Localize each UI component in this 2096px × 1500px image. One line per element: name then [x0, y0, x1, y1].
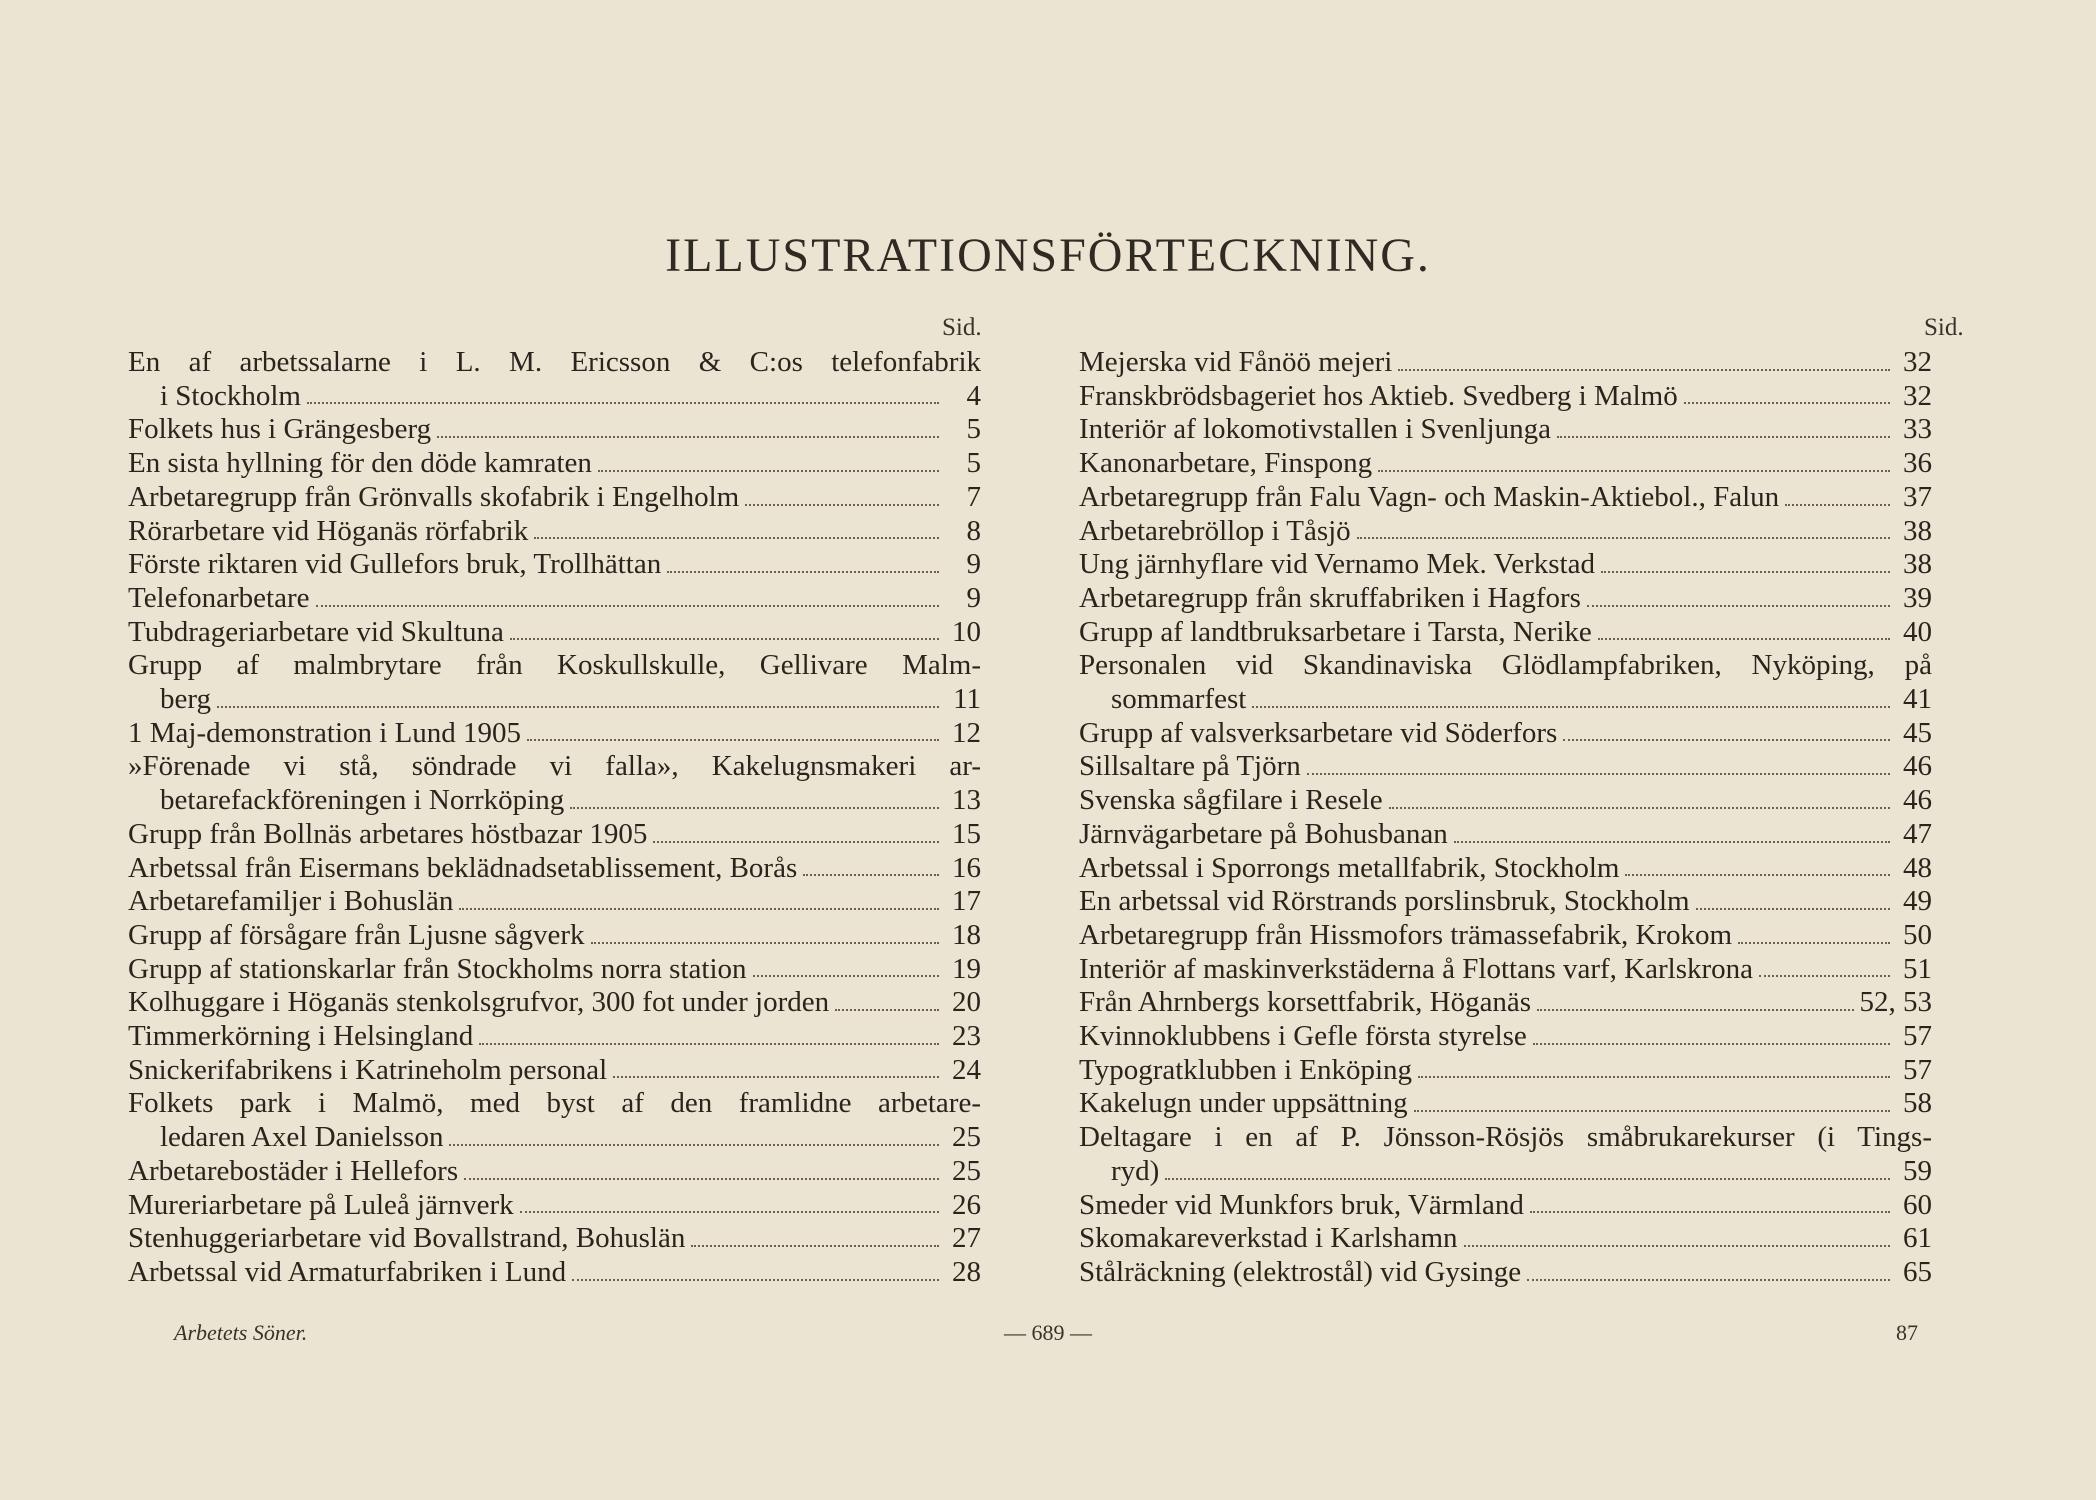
entry-page-number: 57: [1903, 1053, 1932, 1086]
toc-entry: [128, 986, 981, 1020]
entry-title: Folkets park i Malmö, med byst af den framlidne arbetare-: [128, 1087, 981, 1120]
dot-leader: [1759, 975, 1890, 977]
toc-entry: [1079, 548, 1932, 582]
entry-title: Ung järnhyflare vid Vernamo Mek. Verkstad: [1079, 548, 1595, 581]
entry-title: Arbetaregrupp från skruffabriken i Hagfors: [1079, 581, 1581, 614]
entry-title: Smeder vid Munkfors bruk, Värmland: [1079, 1188, 1524, 1221]
toc-entry: [1079, 852, 1932, 886]
left-column: [128, 346, 981, 1290]
entry-title: Personalen vid Skandinaviska Glödlampfabriken, Nyköping, på: [1079, 649, 1932, 682]
entry-title: Grupp af försågare från Ljusne sågverk: [128, 918, 585, 951]
entry-page-number: 40: [1903, 615, 1932, 648]
entry-title: Förste riktaren vid Gullefors bruk, Trollhättan: [128, 548, 662, 581]
entry-page-number: 10: [952, 615, 981, 648]
entry-page-number: 17: [952, 885, 981, 918]
footer-page-number: — 689 —: [1004, 1320, 1092, 1345]
entry-title: Interiör af maskinverkstäderna å Flottans varf, Karlskrona: [1079, 952, 1754, 985]
entry-page-number: 65: [1903, 1255, 1932, 1288]
entry-title: En arbetssal vid Rörstrands porslinsbruk, Stockholm: [1079, 885, 1690, 918]
toc-entry: [1079, 1020, 1932, 1054]
entry-title: betarefackföreningen i Norrköping: [160, 784, 565, 817]
toc-entry: [1079, 481, 1932, 515]
toc-entry: [1079, 784, 1932, 818]
entry-title: Interiör af lokomotivstallen i Svenljunga: [1079, 413, 1551, 446]
toc-entry: [128, 481, 981, 515]
footer-book-title: Arbetets Söner.: [174, 1320, 308, 1345]
dot-leader: [527, 739, 939, 741]
entry-page-number: 25: [952, 1121, 981, 1154]
entry-title: Arbetssal i Sporrongs metallfabrik, Stockholm: [1079, 851, 1620, 884]
entry-title: Rörarbetare vid Höganäs rörfabrik: [128, 514, 529, 547]
entry-title: Arbetaregrupp från Hissmofors trämassefabrik, Krokom: [1079, 918, 1733, 951]
entry-title: »Förenade vi stå, söndrade vi falla», Kakelugnsmakeri ar-: [128, 750, 981, 783]
toc-entry: [128, 1020, 981, 1054]
dot-leader: [1252, 706, 1890, 708]
entry-title: En af arbetssalarne i L. M. Ericsson & C:os telefonfabrik: [128, 346, 981, 378]
entry-title: Grupp af landtbruksarbetare i Tarsta, Nerike: [1079, 615, 1592, 648]
entry-page-number: 46: [1903, 784, 1932, 817]
entry-title: Arbetaregrupp från Falu Vagn- och Maskin-Aktiebol., Falun: [1079, 480, 1780, 513]
entry-title: Arbetssal vid Armaturfabriken i Lund: [128, 1255, 567, 1288]
entry-title: Skomakareverkstad i Karlshamn: [1079, 1222, 1458, 1255]
entry-page-number: 39: [1903, 581, 1932, 614]
entry-title: Kanonarbetare, Finspong: [1079, 447, 1373, 480]
entry-page-number: 9: [966, 548, 981, 581]
toc-entry: [128, 717, 981, 751]
entry-page-number: 19: [952, 952, 981, 985]
entry-page-number: 52, 53: [1859, 986, 1932, 1019]
dot-leader: [1684, 402, 1890, 404]
dot-leader: [745, 504, 939, 506]
toc-entry: [1079, 986, 1932, 1020]
entry-title: Stålräckning (elektrostål) vid Gysinge: [1079, 1255, 1522, 1288]
dot-leader: [1557, 436, 1890, 438]
entry-page-number: 37: [1903, 480, 1932, 513]
dot-leader: [653, 841, 939, 843]
dot-leader: [510, 638, 939, 640]
toc-entry: [1079, 1256, 1932, 1290]
toc-entry: [128, 683, 981, 717]
entry-page-number: 41: [1903, 683, 1932, 716]
dot-leader: [1563, 739, 1890, 741]
entry-title: Mureriarbetare på Luleå järnverk: [128, 1188, 514, 1221]
dot-leader: [803, 874, 939, 876]
toc-entry: [128, 582, 981, 616]
dot-leader: [459, 908, 939, 910]
dot-leader: [464, 1178, 939, 1180]
dot-leader: [1533, 1043, 1890, 1045]
entry-title: Folkets hus i Grängesberg: [128, 413, 432, 446]
toc-entry: [128, 885, 981, 919]
toc-entry: [128, 953, 981, 987]
toc-entry: [1079, 1222, 1932, 1256]
dot-leader: [1357, 537, 1890, 539]
entry-title: Järnvägarbetare på Bohusbanan: [1079, 817, 1448, 850]
toc-entry: [1079, 1121, 1932, 1155]
toc-entry: [1079, 1054, 1932, 1088]
entry-page-number: 11: [953, 683, 981, 716]
toc-entry: [128, 1155, 981, 1189]
entry-title: Tubdrageriarbetare vid Skultuna: [128, 615, 504, 648]
entry-page-number: 32: [1903, 379, 1932, 412]
left-sid-header: Sid.: [942, 314, 982, 341]
dot-leader: [1165, 1178, 1890, 1180]
entry-title: En sista hyllning för den döde kamraten: [128, 447, 592, 480]
toc-entry: [1079, 818, 1932, 852]
dot-leader: [572, 1279, 939, 1281]
toc-entry: [128, 1054, 981, 1088]
entry-title: Stenhuggeriarbetare vid Bovallstrand, Bohuslän: [128, 1222, 686, 1255]
entry-title: Arbetssal från Eisermans beklädnadsetablissement, Borås: [128, 851, 798, 884]
entry-title: Grupp af malmbrytare från Koskullskulle, Gellivare Malm-: [128, 649, 981, 682]
toc-entry: [128, 616, 981, 650]
dot-leader: [316, 605, 939, 607]
entry-page-number: 15: [952, 817, 981, 850]
dot-leader: [1537, 1009, 1853, 1011]
toc-entry: [1079, 953, 1932, 987]
toc-entry: [1079, 346, 1932, 380]
dot-leader: [1378, 470, 1890, 472]
entry-page-number: 58: [1903, 1087, 1932, 1120]
dot-leader: [691, 1245, 939, 1247]
dot-leader: [1307, 773, 1890, 775]
toc-entry: [128, 919, 981, 953]
toc-entry: [1079, 582, 1932, 616]
dot-leader: [598, 470, 939, 472]
toc-entry: [1079, 750, 1932, 784]
entry-page-number: 20: [952, 986, 981, 1019]
dot-leader: [1418, 1076, 1890, 1078]
dot-leader: [1530, 1211, 1890, 1213]
toc-entry: [1079, 1189, 1932, 1223]
entry-title: Svenska sågfilare i Resele: [1079, 784, 1383, 817]
dot-leader: [1527, 1279, 1890, 1281]
entry-page-number: 49: [1903, 885, 1932, 918]
toc-entry: [1079, 413, 1932, 447]
toc-entry: [128, 1189, 981, 1223]
entry-page-number: 23: [952, 1020, 981, 1053]
toc-entry: [1079, 1155, 1932, 1189]
toc-entry: [128, 1087, 981, 1121]
toc-entry: [128, 649, 981, 683]
entry-page-number: 38: [1903, 548, 1932, 581]
entry-title: Kvinnoklubbens i Gefle första styrelse: [1079, 1020, 1527, 1053]
toc-entry: [1079, 919, 1932, 953]
entry-title: i Stockholm: [160, 379, 301, 412]
entry-page-number: 28: [952, 1255, 981, 1288]
entry-page-number: 50: [1903, 918, 1932, 951]
entry-title: Kolhuggare i Höganäs stenkolsgrufvor, 300 fot under jorden: [128, 986, 830, 1019]
footer-sheet-number: 87: [1896, 1320, 1918, 1345]
page-title: ILLUSTRATIONSFÖRTECKNING.: [665, 229, 1431, 282]
dot-leader: [1587, 605, 1890, 607]
entry-title: ledaren Axel Danielsson: [160, 1121, 444, 1154]
entry-page-number: 25: [952, 1154, 981, 1187]
entry-title: berg: [160, 683, 212, 716]
dot-leader: [1454, 841, 1890, 843]
entry-title: Arbetarebostäder i Hellefors: [128, 1154, 459, 1187]
entry-page-number: 18: [952, 918, 981, 951]
entry-title: Arbetarebröllop i Tåsjö: [1079, 514, 1351, 547]
dot-leader: [613, 1076, 939, 1078]
dot-leader: [307, 402, 939, 404]
toc-entry: [1079, 616, 1932, 650]
entry-page-number: 27: [952, 1222, 981, 1255]
entry-page-number: 9: [966, 581, 981, 614]
toc-entry: [128, 346, 981, 380]
toc-entry: [128, 515, 981, 549]
toc-entry: [1079, 515, 1932, 549]
entry-title: Typogratklubben i Enköping: [1079, 1053, 1413, 1086]
entry-page-number: 59: [1903, 1154, 1932, 1187]
right-column: [1079, 346, 1932, 1290]
dot-leader: [667, 571, 939, 573]
entry-title: Deltagare i en af P. Jönsson-Rösjös småbrukarekurser (i Tings-: [1079, 1121, 1932, 1154]
dot-leader: [591, 942, 939, 944]
dot-leader: [1696, 908, 1890, 910]
entry-page-number: 45: [1903, 716, 1932, 749]
dot-leader: [1398, 369, 1890, 371]
toc-entry: [1079, 885, 1932, 919]
entry-title: Grupp af valsverksarbetare vid Söderfors: [1079, 716, 1558, 749]
dot-leader: [570, 807, 939, 809]
dot-leader: [1598, 638, 1890, 640]
entry-title: sommarfest: [1111, 683, 1247, 716]
dot-leader: [479, 1043, 939, 1045]
toc-entry: [128, 447, 981, 481]
dot-leader: [1389, 807, 1890, 809]
entry-page-number: 38: [1903, 514, 1932, 547]
entry-page-number: 8: [966, 514, 981, 547]
entry-page-number: 46: [1903, 750, 1932, 783]
entry-title: Mejerska vid Fånöö mejeri: [1079, 346, 1393, 378]
entry-page-number: 48: [1903, 851, 1932, 884]
entry-title: Arbetaregrupp från Grönvalls skofabrik i Engelholm: [128, 480, 740, 513]
entry-title: Grupp af stationskarlar från Stockholms norra station: [128, 952, 747, 985]
entry-title: Från Ahrnbergs korsettfabrik, Höganäs: [1079, 986, 1532, 1019]
entry-title: Grupp från Bollnäs arbetares höstbazar 1905: [128, 817, 648, 850]
dot-leader: [835, 1009, 939, 1011]
dot-leader: [1601, 571, 1890, 573]
entry-title: Sillsaltare på Tjörn: [1079, 750, 1301, 783]
toc-entry: [128, 413, 981, 447]
entry-page-number: 36: [1903, 447, 1932, 480]
entry-page-number: 61: [1903, 1222, 1932, 1255]
dot-leader: [1414, 1110, 1890, 1112]
dot-leader: [1738, 942, 1890, 944]
entry-page-number: 12: [952, 716, 981, 749]
entry-page-number: 4: [966, 379, 981, 412]
dot-leader: [520, 1211, 939, 1213]
toc-entry: [1079, 447, 1932, 481]
entry-title: Franskbrödsbageriet hos Aktieb. Svedberg i Malmö: [1079, 379, 1678, 412]
entry-page-number: 13: [952, 784, 981, 817]
toc-entry: [1079, 717, 1932, 751]
toc-entry: [1079, 649, 1932, 683]
entry-page-number: 32: [1903, 346, 1932, 378]
dot-leader: [1625, 874, 1890, 876]
entry-title: Telefonarbetare: [128, 581, 310, 614]
entry-page-number: 60: [1903, 1188, 1932, 1221]
entry-title: Snickerifabrikens i Katrineholm personal: [128, 1053, 608, 1086]
dot-leader: [1464, 1245, 1890, 1247]
toc-entry: [1079, 683, 1932, 717]
entry-page-number: 51: [1903, 952, 1932, 985]
entry-page-number: 5: [966, 413, 981, 446]
dot-leader: [217, 706, 939, 708]
entry-title: ryd): [1111, 1154, 1160, 1187]
dot-leader: [534, 537, 939, 539]
entry-page-number: 57: [1903, 1020, 1932, 1053]
entry-page-number: 26: [952, 1188, 981, 1221]
entry-page-number: 33: [1903, 413, 1932, 446]
toc-entry: [1079, 1087, 1932, 1121]
dot-leader: [753, 975, 939, 977]
toc-entry: [128, 380, 981, 414]
entry-title: Kakelugn under uppsättning: [1079, 1087, 1408, 1120]
toc-entry: [128, 784, 981, 818]
toc-entry: [128, 1222, 981, 1256]
dot-leader: [1785, 504, 1890, 506]
entry-page-number: 7: [966, 480, 981, 513]
toc-entry: [128, 750, 981, 784]
entry-title: Timmerkörning i Helsingland: [128, 1020, 474, 1053]
toc-entry: [128, 818, 981, 852]
entry-title: Arbetarefamiljer i Bohuslän: [128, 885, 454, 918]
toc-entry: [128, 1121, 981, 1155]
toc-entry: [128, 852, 981, 886]
entry-page-number: 16: [952, 851, 981, 884]
entry-page-number: 47: [1903, 817, 1932, 850]
right-sid-header: Sid.: [1924, 314, 1964, 341]
toc-entry: [128, 1256, 981, 1290]
dot-leader: [449, 1144, 939, 1146]
toc-entry: [1079, 380, 1932, 414]
entry-page-number: 24: [952, 1053, 981, 1086]
toc-entry: [128, 548, 981, 582]
entry-page-number: 5: [966, 447, 981, 480]
dot-leader: [437, 436, 939, 438]
entry-title: 1 Maj-demonstration i Lund 1905: [128, 716, 522, 749]
